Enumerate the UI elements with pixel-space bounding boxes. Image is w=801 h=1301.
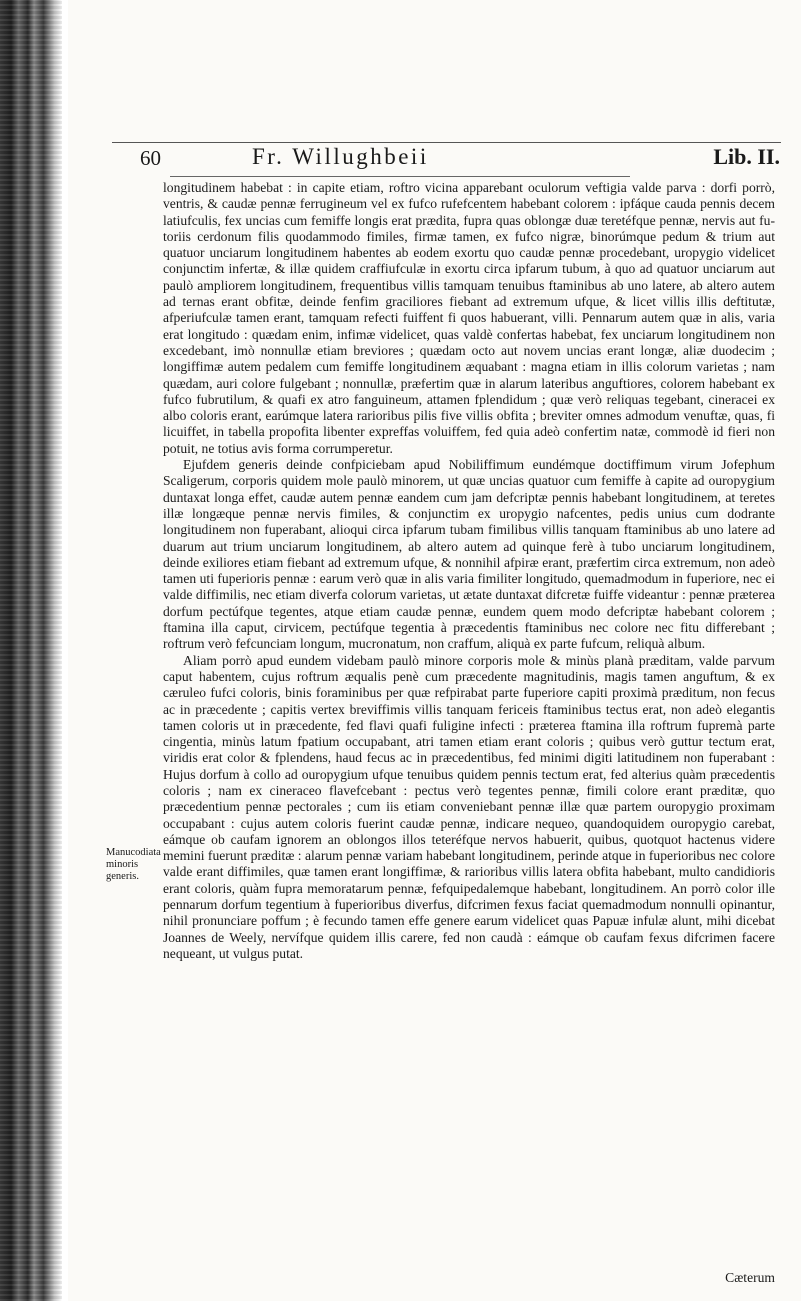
book-label: Lib. II.: [713, 144, 780, 169]
margin-note: Manucodiata minoris generis.: [106, 847, 161, 882]
catchword: Cæterum: [725, 1270, 775, 1285]
paragraph-3: Aliam porrò apud eundem videbam paulò minore corporis mole & minùs planà præditam, valde parvum caput habentem, cujus roftrum æqualis penè cum præcedente magnitudinis, magis tamen anguftum, & ex cæruleo fufci coloris, binis foraminibus per quæ refpirabat parte fuperiore capiti proximà præditum, non fecus ac in præcedente ; capitis vertex breviffimis villis tanquam fericeis ftaminibus tectus erat, non adeò elegantis tamen coloris ut in præcedente, fed flavi quafi fuligine infecti : præterea ftamina illa roftrum fupremà parte cingentia, minùs latum fpatium occupabant, atri tamen etiam erant coloris ; quibus verò guttur tectum erat, viridis erat color & fplendens, haud fecus ac in præcedentibus, fed minimi digiti latitudinem non fuperabant : Hujus dorfum à collo ad ouropygium ufque tenuibus quidem pennis tectum erat, fed alterius quàm præcedentis coloris ; nam ex cineraceo flavefcebant : pectus verò tegentes pennæ, fimili colore erant præditæ, quo præcedentium pennæ pectorales ; cum iis etiam conveniebant pennæ illæ quæ partem ouropygio proximam occupabant : cujus autem coloris fuerint caudæ pennæ, indicare nequeo, quandoquidem ouropygio carebat, eámque ob caufam ignorem an oblongos illos teteréfque nervos habuerit, quibus, quotquot hactenus videre memini fuerunt præditæ : alarum pennæ variam habebant longitudinem, perinde atque in fuperioribus nec colore valde erant diffimiles, quæ tamen erant longiffimæ, & rarioribus villis latera obfita habebant, multo candidioris erant coloris, quàm fupra memoratarum pennæ, fefquipedalemque habebant, longitudinem. An porrò color ille pennarum dorfum tegentium à fuperioribus diverfus, difcrimen fexus faciat quemadmodum nonnulli opinantur, nihil pronunciare poffum ; è fecundo tamen effe genere earum videlicet quas Papuæ infulæ alunt, mihi dicebat Joannes de Weely, nervífque quidem illis carere, fed non caudà : eámque ob caufam fexus difcrimen facere nequeant, ut vulgus putat.: [163, 652, 775, 961]
paragraph-2: Ejufdem generis deinde confpiciebam apud Nobiliffimum eundémque doctiffimum virum Jofephum Scaligerum, corporis quidem mole paulò minorem, ut quæ uncias quatuor cum femiffe à capite ad ouropygium duntaxat longa effet, caudæ autem pennæ eandem cum jam defcriptæ pennis habebant longitudinem, at teretes illæ longæque pennæ nervis fimiles, & conjunctim ex uropygio nafcentes, pedis unius cum dodrante longitudinem non fuperabant, alioqui circa ipfarum tubam fimilibus villis tanquam ftaminibus ab uno latere ad duarum aut trium unciarum longitudinem, ab altero autem ad quinque ferè à tubo unciarum longitudinem, deinde exiliores etiam fiebant ad extremum ufque, & nonnihil afpiræ erant, præfertim circa extremum, non adeò tamen uti fuperioris pennæ : earum verò quæ in alis varia fimiliter longitudo, quemadmodum in fuperiore, nec ei valde diffimilis, nec etiam diverfa colorum varietas, ut ætate duntaxat difcretæ fuiffe videantur : pennæ præterea dorfum pectúfque tegentes, atque etiam caudæ pennæ, eundem quem modo defcriptæ habebant colorem ; ftamina illa caput, cirvicem, pectúfque tegentia à præcedentis ftaminibus nec colore nec fitu differebant ; roftrum verò fefcunciam longum, mucronatum, non craffum, aliquà ex parte fufcum, reliquà album.: [163, 457, 775, 652]
book-binding-edge: [0, 0, 62, 1301]
running-header: [140, 146, 780, 176]
paragraph-1: longitudinem habebat : in capite etiam, roftro vicina apparebant oculorum veftigia valde parva : dorfi porrò, ventris, & caudæ pennæ ferrugineum vel ex fufco rufefcentem habebant colorem : ipfáque cauda pennis decem latiufculis, fex uncias cum femiffe longis erat prædita, fupra quas oblongæ duæ teretéfque pennæ, nervis aut futoriis cerdonum filis quodammodo fimiles, firmæ tamen, ex fufco nigræ, binorúmque pedum & trium aut quatuor unciarum longitudinem habentes ab eodem exortu quo caudæ pennæ procedebant, uropygio videlicet conjunctim infertæ, & illæ quidem craffiufculæ in exortu circa ipfarum tubum, à quo ad quatuor unciarum aut paulò ampliorem longitudinem, frequentibus villis tamquam tenuibus ftaminibus ab uno latere, ab altero autem ad ternas erant obfitæ, deinde fenfim graciliores fiebant ad extremum ufque, & licet villis illis deftitutæ, afperiufculæ tamen erant, tamquam refecti fuiffent fi quos habuerant, villi. Pennarum autem quæ in alis, varia erat longitudo : quædam enim, infimæ videlicet, quas valdè confertas habebat, fex unciarum longitudinem non excedebant, imò nonnullæ etiam breviores ; quædam octo aut novem uncias erant longæ, aliæ duodecim ; longiffimæ autem pedalem cum femiffe longitudinem æquabant : magna etiam in illis colorum varietas ; nam quædam, auri colore fulgebant ; nonnullæ, præfertim quæ in alarum lateribus anguftiores, colorem habebant ex fufco fubrutilum, & quafi ex atro fanguineum, attamen fplendidum ; quæ verò reliquas tegebant, cineracei ex albo coloris erant, earúmque latera rarioribus pilis five villis obfita ; breviter omnes admodum venuftæ, quas, fi licuiffet, in tabella propofita libenter expreffas voluiffem, fed quia adeò confertim natæ, commodè id fieri non potuit, ne totius avis forma corrumperetur.: [163, 180, 775, 456]
running-title: Fr. Willughbeii: [252, 144, 429, 169]
top-rule: [112, 142, 781, 143]
header-rule: [170, 176, 630, 177]
body-text: [163, 180, 775, 962]
page-number: 60: [140, 146, 161, 170]
